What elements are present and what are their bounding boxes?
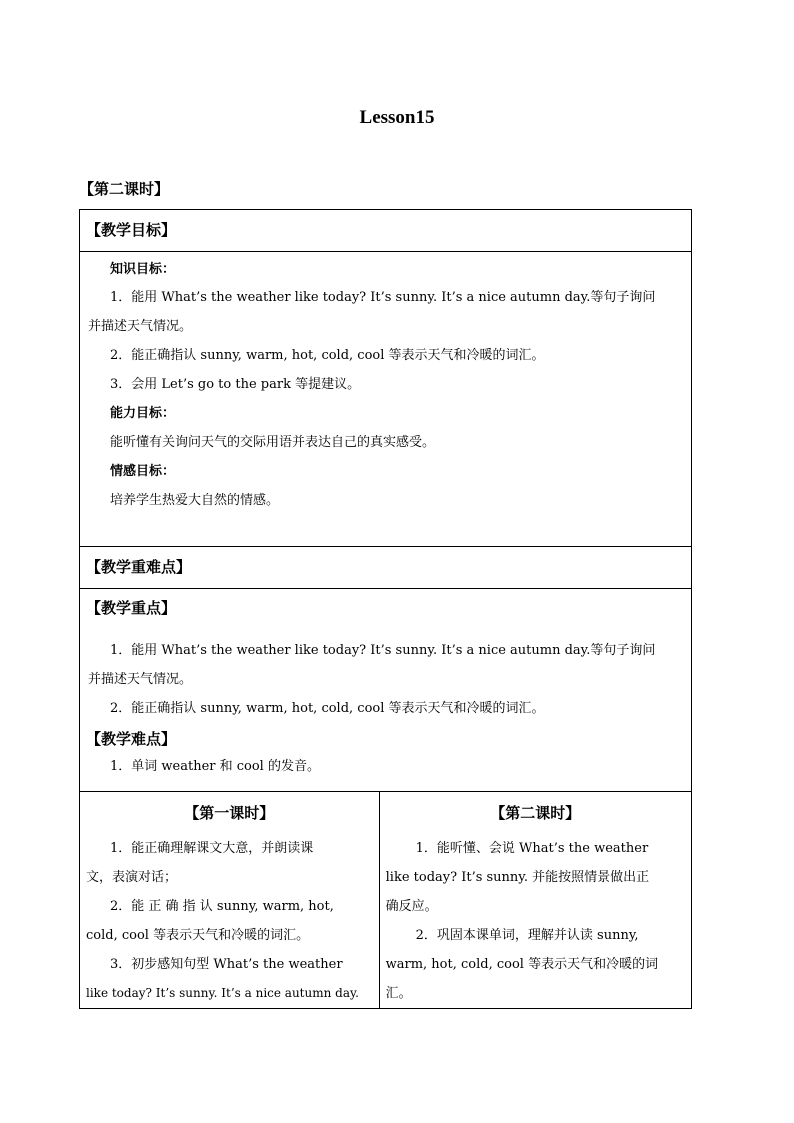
section-label: 【第二课时】 bbox=[79, 180, 170, 198]
knowledge-item-2: 2．能正确指认 sunny, warm, hot, cold, cool 等表示天气和冷暖的词汇。 bbox=[110, 348, 545, 363]
objectives-body bbox=[80, 252, 692, 547]
emotion-text: 培养学生热爱大自然的情感。 bbox=[110, 493, 280, 508]
page-title: Lesson15 bbox=[359, 107, 435, 128]
knowledge-item-1-cont: 并描述天气情况。 bbox=[88, 319, 193, 334]
ability-label: 能力目标： bbox=[110, 406, 176, 421]
focus-item-2: 2．能正确指认 sunny, warm, hot, cold, cool 等表示天气和冷暖的词汇。 bbox=[110, 701, 545, 716]
emotion-label: 情感目标： bbox=[110, 464, 176, 479]
first-period-line-6: like today? It’s sunny. It’s a nice autumn day. bbox=[86, 986, 359, 1000]
first-period-cell bbox=[80, 792, 380, 1009]
first-period-line-5: 3．初步感知句型 What’s the weather bbox=[110, 957, 343, 972]
first-period-heading: 【第一课时】 bbox=[184, 804, 275, 822]
knowledge-item-3: 3．会用 Let’s go to the park 等提建议。 bbox=[110, 377, 361, 392]
focus-label: 【教学重点】 bbox=[86, 599, 177, 617]
first-period-line-4: cold, cool 等表示天气和冷暖的词汇。 bbox=[86, 928, 310, 943]
knowledge-label: 知识目标： bbox=[110, 262, 176, 277]
second-period-line-4: 2．巩固本课单词，理解并认读 sunny, bbox=[415, 928, 639, 943]
first-period-line-2: 文，表演对话； bbox=[86, 870, 178, 885]
second-period-line-3: 确反应。 bbox=[385, 899, 438, 914]
focus-item-1-cont: 并描述天气情况。 bbox=[88, 672, 193, 687]
difficulty-label: 【教学难点】 bbox=[86, 730, 177, 748]
ability-text: 能听懂有关询问天气的交际用语并表达自己的真实感受。 bbox=[110, 435, 436, 450]
first-period-line-1: 1．能正确理解课文大意，并朗读课 bbox=[110, 841, 314, 856]
second-period-line-5: warm, hot, cold, cool 等表示天气和冷暖的词 bbox=[385, 957, 659, 972]
second-period-line-1: 1．能听懂、会说 What’s the weather bbox=[415, 841, 649, 856]
focus-item-1: 1．能用 What’s the weather like today? It’s sunny. It’s a nice autumn day.等句子询问 bbox=[110, 643, 656, 658]
second-period-heading: 【第二课时】 bbox=[490, 804, 581, 822]
knowledge-item-1: 1．能用 What’s the weather like today? It’s sunny. It’s a nice autumn day.等句子询问 bbox=[110, 290, 656, 305]
second-period-line-2: like today? It’s sunny. 并能按照情景做出正 bbox=[385, 870, 650, 885]
lesson-plan-table bbox=[79, 209, 692, 1009]
keypoints-heading: 【教学重难点】 bbox=[80, 547, 692, 589]
objectives-heading: 【教学目标】 bbox=[80, 210, 692, 252]
first-period-line-3: 2．能 正 确 指 认 sunny, warm, hot, bbox=[110, 899, 334, 914]
second-period-cell bbox=[379, 792, 691, 1009]
second-period-line-6: 汇。 bbox=[385, 986, 412, 1001]
keypoints-body bbox=[80, 589, 692, 792]
difficulty-item-1: 1．单词 weather 和 cool 的发音。 bbox=[110, 759, 320, 774]
